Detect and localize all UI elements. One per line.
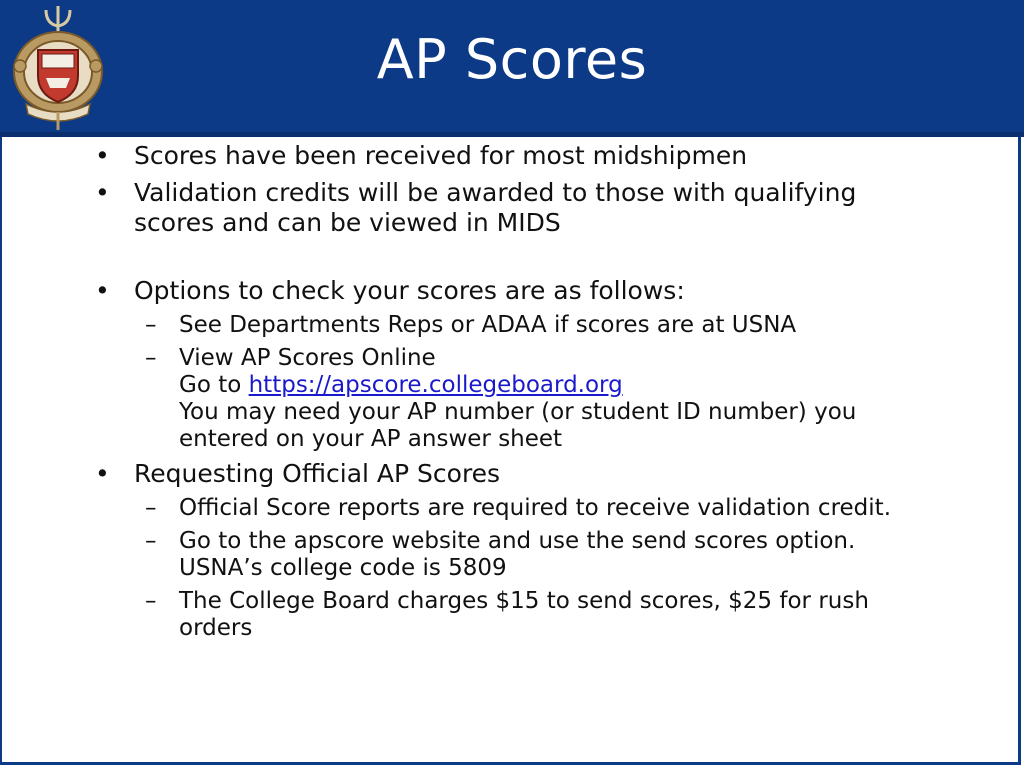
bullet-marker: • xyxy=(95,276,110,305)
dash-marker: – xyxy=(145,528,157,554)
sub-bullet-item xyxy=(92,345,972,453)
bullet-text: Options to check your scores are as follows: xyxy=(134,276,685,305)
bullet-text: Scores have been received for most midshipmen xyxy=(134,141,748,170)
bullet-item xyxy=(92,141,972,171)
apscore-link[interactable]: https://apscore.collegeboard.org xyxy=(248,372,623,398)
sub-bullet-text: orders xyxy=(179,615,253,641)
dash-marker: – xyxy=(145,495,157,521)
sub-bullet-text: View AP Scores Online xyxy=(179,345,436,371)
sub-bullet-text: The College Board charges $15 to send scores, $25 for rush xyxy=(179,588,869,614)
sub-bullet-line xyxy=(179,372,972,399)
sub-bullet-text: Official Score reports are required to receive validation credit. xyxy=(179,495,892,521)
go-to-label: Go to xyxy=(179,372,249,398)
dash-marker: – xyxy=(145,345,157,371)
sub-bullet-text: You may need your AP number (or student ID number) you xyxy=(179,399,857,425)
bullet-marker: • xyxy=(95,459,110,488)
slide-content xyxy=(92,140,972,642)
dash-marker: – xyxy=(145,588,157,614)
sub-bullet-item xyxy=(92,312,972,339)
bullet-item xyxy=(92,459,972,489)
bullet-marker: • xyxy=(95,178,110,207)
bullet-text: Validation credits will be awarded to those with qualifying xyxy=(134,178,857,207)
sub-bullet-item xyxy=(92,528,972,582)
sub-bullet-text: See Departments Reps or ADAA if scores are at USNA xyxy=(179,312,797,338)
sub-bullet-item xyxy=(92,588,972,642)
title-bar xyxy=(0,0,1024,132)
bullet-marker: • xyxy=(95,141,110,170)
sub-bullet-text: Go to the apscore website and use the send scores option. xyxy=(179,528,856,554)
bullet-text: Requesting Official AP Scores xyxy=(134,459,501,488)
bullet-text: scores and can be viewed in MIDS xyxy=(134,208,561,237)
dash-marker: – xyxy=(145,312,157,338)
bullet-item xyxy=(92,178,972,238)
sub-bullet-text: USNA’s college code is 5809 xyxy=(179,555,507,581)
sub-bullet-item xyxy=(92,495,972,522)
bullet-item xyxy=(92,276,972,306)
sub-bullet-text: entered on your AP answer sheet xyxy=(179,426,563,452)
page-title: AP Scores xyxy=(376,28,648,91)
